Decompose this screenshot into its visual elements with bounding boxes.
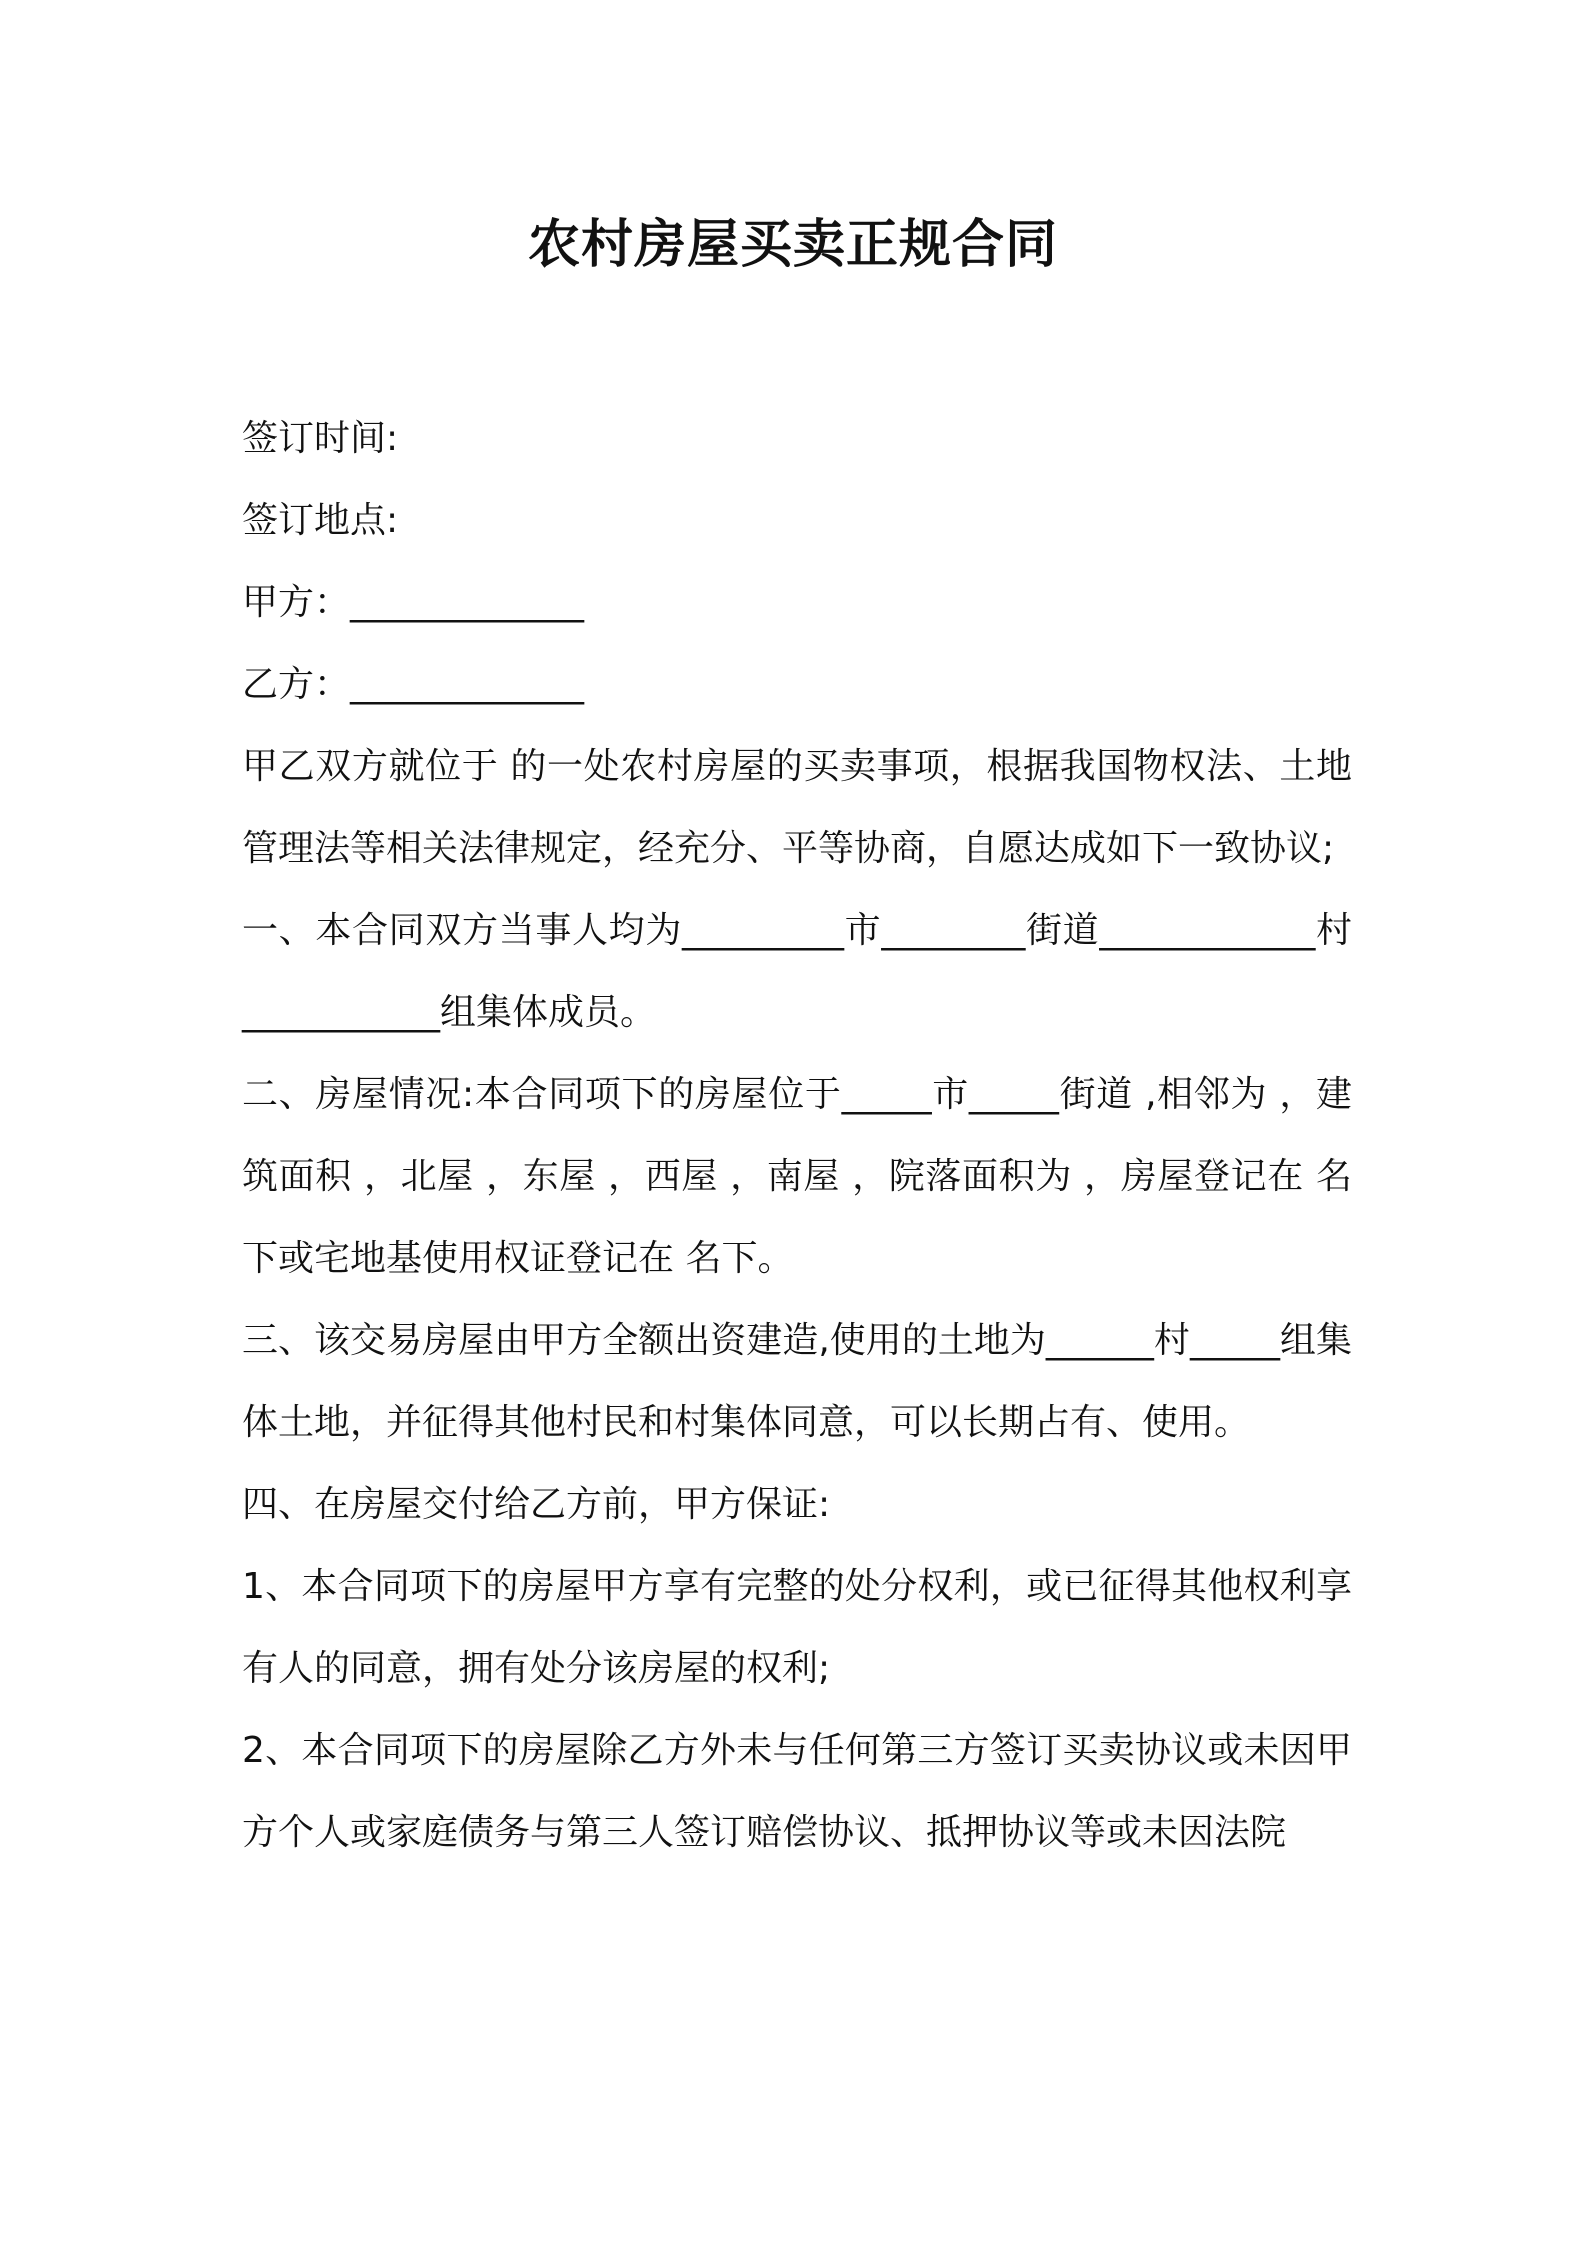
clause-4-item-1: 1、本合同项下的房屋甲方享有完整的处分权利，或已征得其他权利享有人的同意，拥有处分该房屋的权利; xyxy=(242,1566,1352,1689)
document-body xyxy=(242,398,1352,1874)
signing-time-line: 签订时间: xyxy=(242,418,399,459)
document-title: 农村房屋买卖正规合同 xyxy=(527,215,1058,275)
clause-4-item-2: 2、本合同项下的房屋除乙方外未与任何第三方签订买卖协议或未因甲方个人或家庭债务与第三人签订赔偿协议、抵押协议等或未因法院 xyxy=(242,1730,1352,1853)
preamble-paragraph: 甲乙双方就位于 的一处农村房屋的买卖事项，根据我国物权法、土地管理法等相关法律规定，经充分、平等协商，自愿达成如下一致协议; xyxy=(242,746,1352,869)
clause-1: 一、本合同双方当事人均为_________市________街道____________村___________组集体成员。 xyxy=(242,910,1352,1033)
clause-4: 四、在房屋交付给乙方前，甲方保证: xyxy=(242,1484,831,1525)
clause-2: 二、房屋情况:本合同项下的房屋位于_____市_____街道 ,相邻为 ，建筑面积 ，北屋 ，东屋 ，西屋 ，南屋 ，院落面积为 ，房屋登记在 名下或宅地基使用权证登记在 名下。 xyxy=(242,1074,1352,1279)
signing-place-line: 签订地点: xyxy=(242,500,399,541)
clause-3: 三、该交易房屋由甲方全额出资建造,使用的土地为______村_____组集体土地，并征得其他村民和村集体同意，可以长期占有、使用。 xyxy=(242,1320,1352,1443)
party-b-line: 乙方：_____________ xyxy=(242,664,585,705)
party-a-line: 甲方：_____________ xyxy=(242,582,585,623)
